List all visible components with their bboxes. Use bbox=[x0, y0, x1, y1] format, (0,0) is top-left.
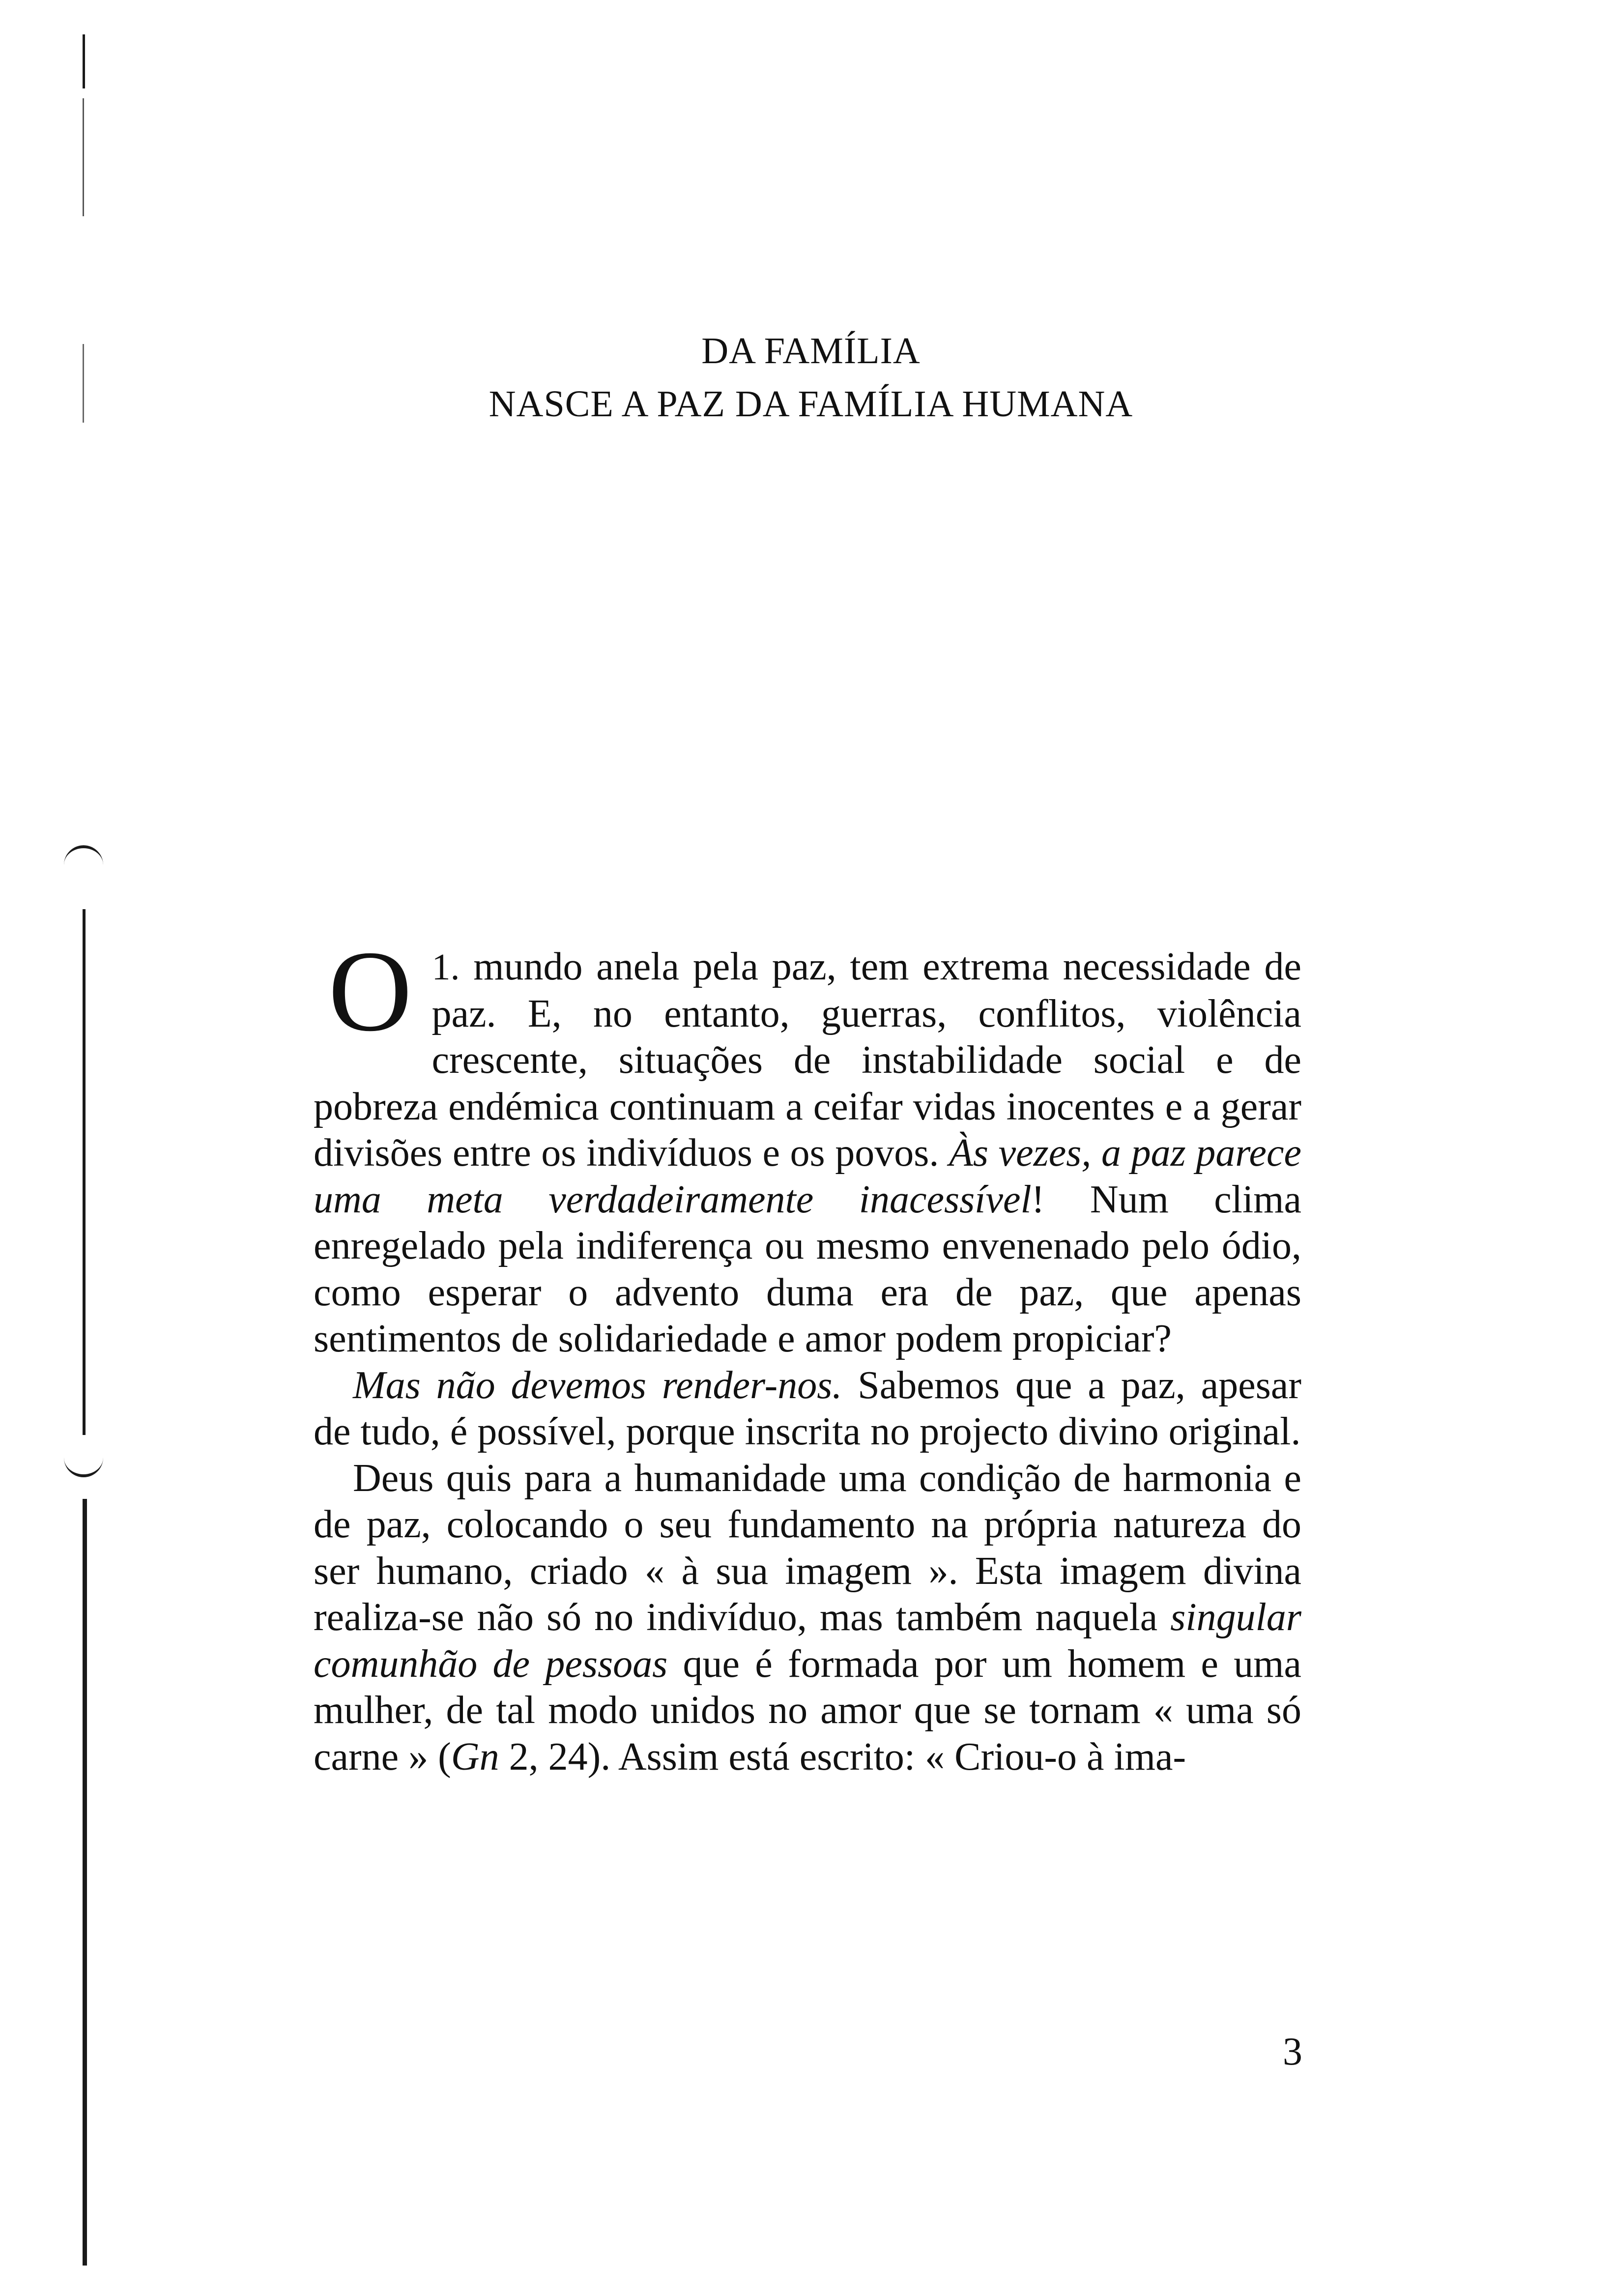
scan-edge-mark bbox=[83, 1499, 87, 2266]
scan-edge-mark bbox=[83, 98, 84, 216]
paragraph-3 bbox=[314, 1455, 1301, 1780]
paragraph-2-text: Sabemos que a paz, apesar de tudo, é possível, porque inscrita no projecto divino original. bbox=[314, 1363, 1301, 1453]
paragraph-1-end: ! Num clima enregelado pela indiferença ou mesmo envenenado pelo ódio, como esperar o advento duma era de paz, que apenas sentimentos de solidariedade e amor podem propiciar? bbox=[314, 1177, 1301, 1360]
drop-cap: O bbox=[328, 927, 412, 1056]
chapter-title-line-2: NASCE A PAZ DA FAMÍLIA HUMANA bbox=[489, 383, 1133, 425]
paragraph-number: 1. bbox=[432, 947, 460, 988]
scan-edge-mark bbox=[83, 909, 86, 1435]
paragraph-1-text: mundo anela pela paz, tem extrema necessidade de paz. E, no entanto, guerras, conflitos, violência crescente, situações de instabilidade social e de pobreza endémica continuam a ceifar vidas inocentes e a gerar divisões entre os indivíduos e os povos. bbox=[314, 945, 1301, 1175]
page-number: 3 bbox=[1283, 2030, 1302, 2073]
paragraph-3-end: 2, 24). Assim está escrito: « Criou-o à ima- bbox=[499, 1735, 1186, 1779]
paragraph-2-emphasis: Mas não devemos render-nos. bbox=[353, 1363, 842, 1407]
scan-edge-hook bbox=[64, 845, 103, 868]
paragraph-1 bbox=[314, 927, 1302, 1362]
chapter-title-line-1: DA FAMÍLIA bbox=[701, 330, 921, 372]
scan-edge-hook bbox=[64, 1455, 103, 1477]
paragraph-2 bbox=[314, 1362, 1301, 1455]
scan-edge-mark bbox=[83, 344, 84, 423]
scan-edge-mark bbox=[83, 34, 85, 88]
body-text bbox=[314, 927, 1302, 1780]
paragraph-3-text: Deus quis para a humanidade uma condição de harmonia e de paz, colocando o seu fundamento na própria natureza do ser humano, criado « à sua imagem ». Esta imagem divina realiza-se não só no indivíduo, mas também naquela bbox=[314, 1456, 1301, 1639]
paragraph-3-middle: que é formada por um homem e uma mulher, de tal modo unidos no amor que se tornam « uma só carne » ( bbox=[314, 1642, 1301, 1779]
bible-reference: Gn bbox=[451, 1735, 499, 1779]
chapter-title bbox=[295, 324, 1327, 430]
paragraph-1-emphasis: Às vezes, a paz parece uma meta verdadeiramente inacessível bbox=[314, 1131, 1302, 1221]
paragraph-3-emphasis: singular comunhão de pessoas bbox=[314, 1596, 1301, 1686]
